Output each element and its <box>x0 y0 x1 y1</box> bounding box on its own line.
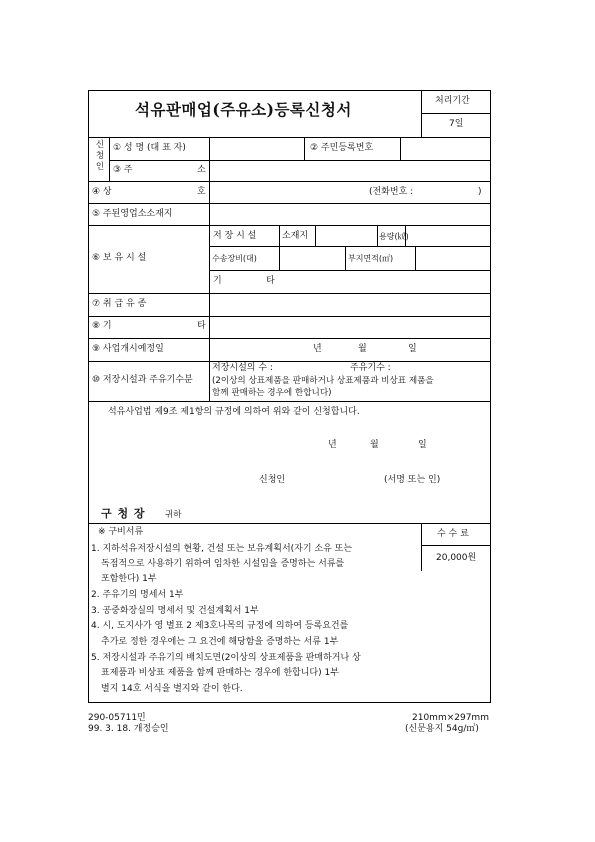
row-divider <box>209 270 491 271</box>
column-divider <box>421 90 422 137</box>
other-label-end: 타 <box>197 321 206 331</box>
column-divider <box>415 246 416 270</box>
signature-label: (서명 또는 인) <box>384 475 441 485</box>
row-divider <box>88 293 491 294</box>
footer-code: 290-05711민 <box>88 713 146 723</box>
recipient: 구 청 장 <box>101 507 146 520</box>
tank-pump-note-1: (2이상의 상표제품을 판매하거나 상표제품과 비상표 제품을 <box>212 376 434 386</box>
resident-number-label: ② 주민등록번호 <box>310 143 374 153</box>
pump-count-label: 주유기수 : <box>350 363 391 373</box>
form-title: 석유판매업(주유소)등록신청서 <box>135 100 352 119</box>
row-divider <box>421 545 491 546</box>
start-month: 월 <box>358 344 367 354</box>
other-facility-label: 기 <box>213 276 222 286</box>
facilities-label: ⑥ 보 유 시 설 <box>92 253 147 263</box>
row-divider <box>88 181 491 182</box>
location-label: 소재지 <box>282 231 309 241</box>
fee-value: 20,000원 <box>436 553 477 563</box>
tank-pump-label: ⑩ 저장시설과 주유기수분 <box>92 375 193 385</box>
fee-label: 수 수 료 <box>437 529 469 539</box>
footer-paper-size: 210mm×297mm <box>412 713 489 723</box>
start-day: 일 <box>408 344 417 354</box>
date-day: 일 <box>418 440 427 450</box>
document-item: 3. 공중화장실의 명세서 및 건설계획서 1부 <box>91 606 259 616</box>
row-divider <box>88 225 491 226</box>
applicant-label: 신청인 <box>95 140 105 172</box>
document-item: 별지 14호 서식을 별지와 같이 한다. <box>101 684 243 694</box>
trade-name-label: ④ 상 <box>92 187 112 197</box>
document-item: 1. 지하석유저장시설의 현황, 건설 또는 보유계획서(자기 소유 또는 <box>91 544 353 554</box>
document-item: 4. 시, 도지사가 영 별표 2 제3호나목의 규정에 의하여 등록요건를 <box>91 621 349 631</box>
declaration-text: 석유사업법 제9조 제1항의 규정에 의하여 위와 같이 신청합니다. <box>108 407 360 417</box>
processing-period-value: 7일 <box>449 119 464 129</box>
capacity-label: 용량(㎘) <box>379 232 409 241</box>
row-divider <box>421 113 491 114</box>
footer-approval: 99. 3. 18. 개정승인 <box>88 724 169 734</box>
recipient-suffix: 귀하 <box>165 510 182 520</box>
row-divider <box>88 523 491 524</box>
documents-title: ※ 구비서류 <box>98 527 144 537</box>
name-label: ① 성 명 (대 표 자) <box>113 143 186 153</box>
tank-count-label: 저장시설의 수 : <box>212 363 273 373</box>
applicant-sign-label: 신청인 <box>259 475 286 485</box>
start-date-label: ⑨ 사업개시예정일 <box>92 344 164 354</box>
column-divider <box>400 137 401 160</box>
products-label: ⑦ 취 급 유 종 <box>92 299 147 309</box>
row-divider <box>88 361 491 362</box>
row-divider <box>88 203 491 204</box>
row-divider <box>88 338 491 339</box>
phone-label: (전화번호 : <box>369 187 414 197</box>
column-divider <box>109 137 110 181</box>
storage-label: 저 장 시 설 <box>213 231 257 241</box>
column-divider <box>421 523 422 571</box>
date-year: 년 <box>328 440 337 450</box>
row-divider <box>109 160 491 161</box>
other-facility-label-end: 타 <box>266 276 275 286</box>
main-office-label: ⑤ 주된영업소소재지 <box>92 209 173 219</box>
document-item: 표제품과 비상표 제품을 함께 판매하는 경우에 한합니다) 1부 <box>101 668 339 678</box>
address-label-end: 소 <box>197 165 206 175</box>
column-divider <box>279 225 280 270</box>
document-item: 2. 주유기의 명세서 1부 <box>91 590 184 600</box>
document-item: 포함한다) 1부 <box>101 574 157 584</box>
column-divider <box>209 137 210 401</box>
tank-pump-note-2: 함께 판매하는 경우에 한합니다) <box>212 388 332 398</box>
column-divider <box>345 246 346 270</box>
row-divider <box>88 137 491 138</box>
row-divider <box>88 401 491 402</box>
trade-name-label-end: 호 <box>197 187 206 197</box>
address-label: ③ 주 <box>113 165 133 175</box>
date-month: 월 <box>370 440 379 450</box>
document-item: 독점적으로 사용하기 위하여 임차한 시설임을 증명하는 서류를 <box>101 559 345 569</box>
column-divider <box>315 225 316 246</box>
column-divider <box>377 225 378 246</box>
start-year: 년 <box>313 344 322 354</box>
processing-period-label: 처리기간 <box>435 96 470 106</box>
site-area-label: 부지면적(㎡) <box>348 254 394 263</box>
document-item: 5. 저장시설과 주유기의 배치도면(2이상의 상표제품을 판매하거나 상 <box>91 653 361 663</box>
footer-paper-type: (신문용지 54g/㎡) <box>405 724 479 734</box>
row-divider <box>88 316 491 317</box>
row-divider <box>209 246 491 247</box>
column-divider <box>304 137 305 160</box>
phone-close: ) <box>478 187 482 197</box>
other-label: ⑧ 기 <box>92 321 112 331</box>
transport-label: 수송장비(대) <box>212 254 257 263</box>
document-item: 추가로 정한 경우에는 그 요건에 해당함을 증명하는 서류 1부 <box>101 637 339 647</box>
